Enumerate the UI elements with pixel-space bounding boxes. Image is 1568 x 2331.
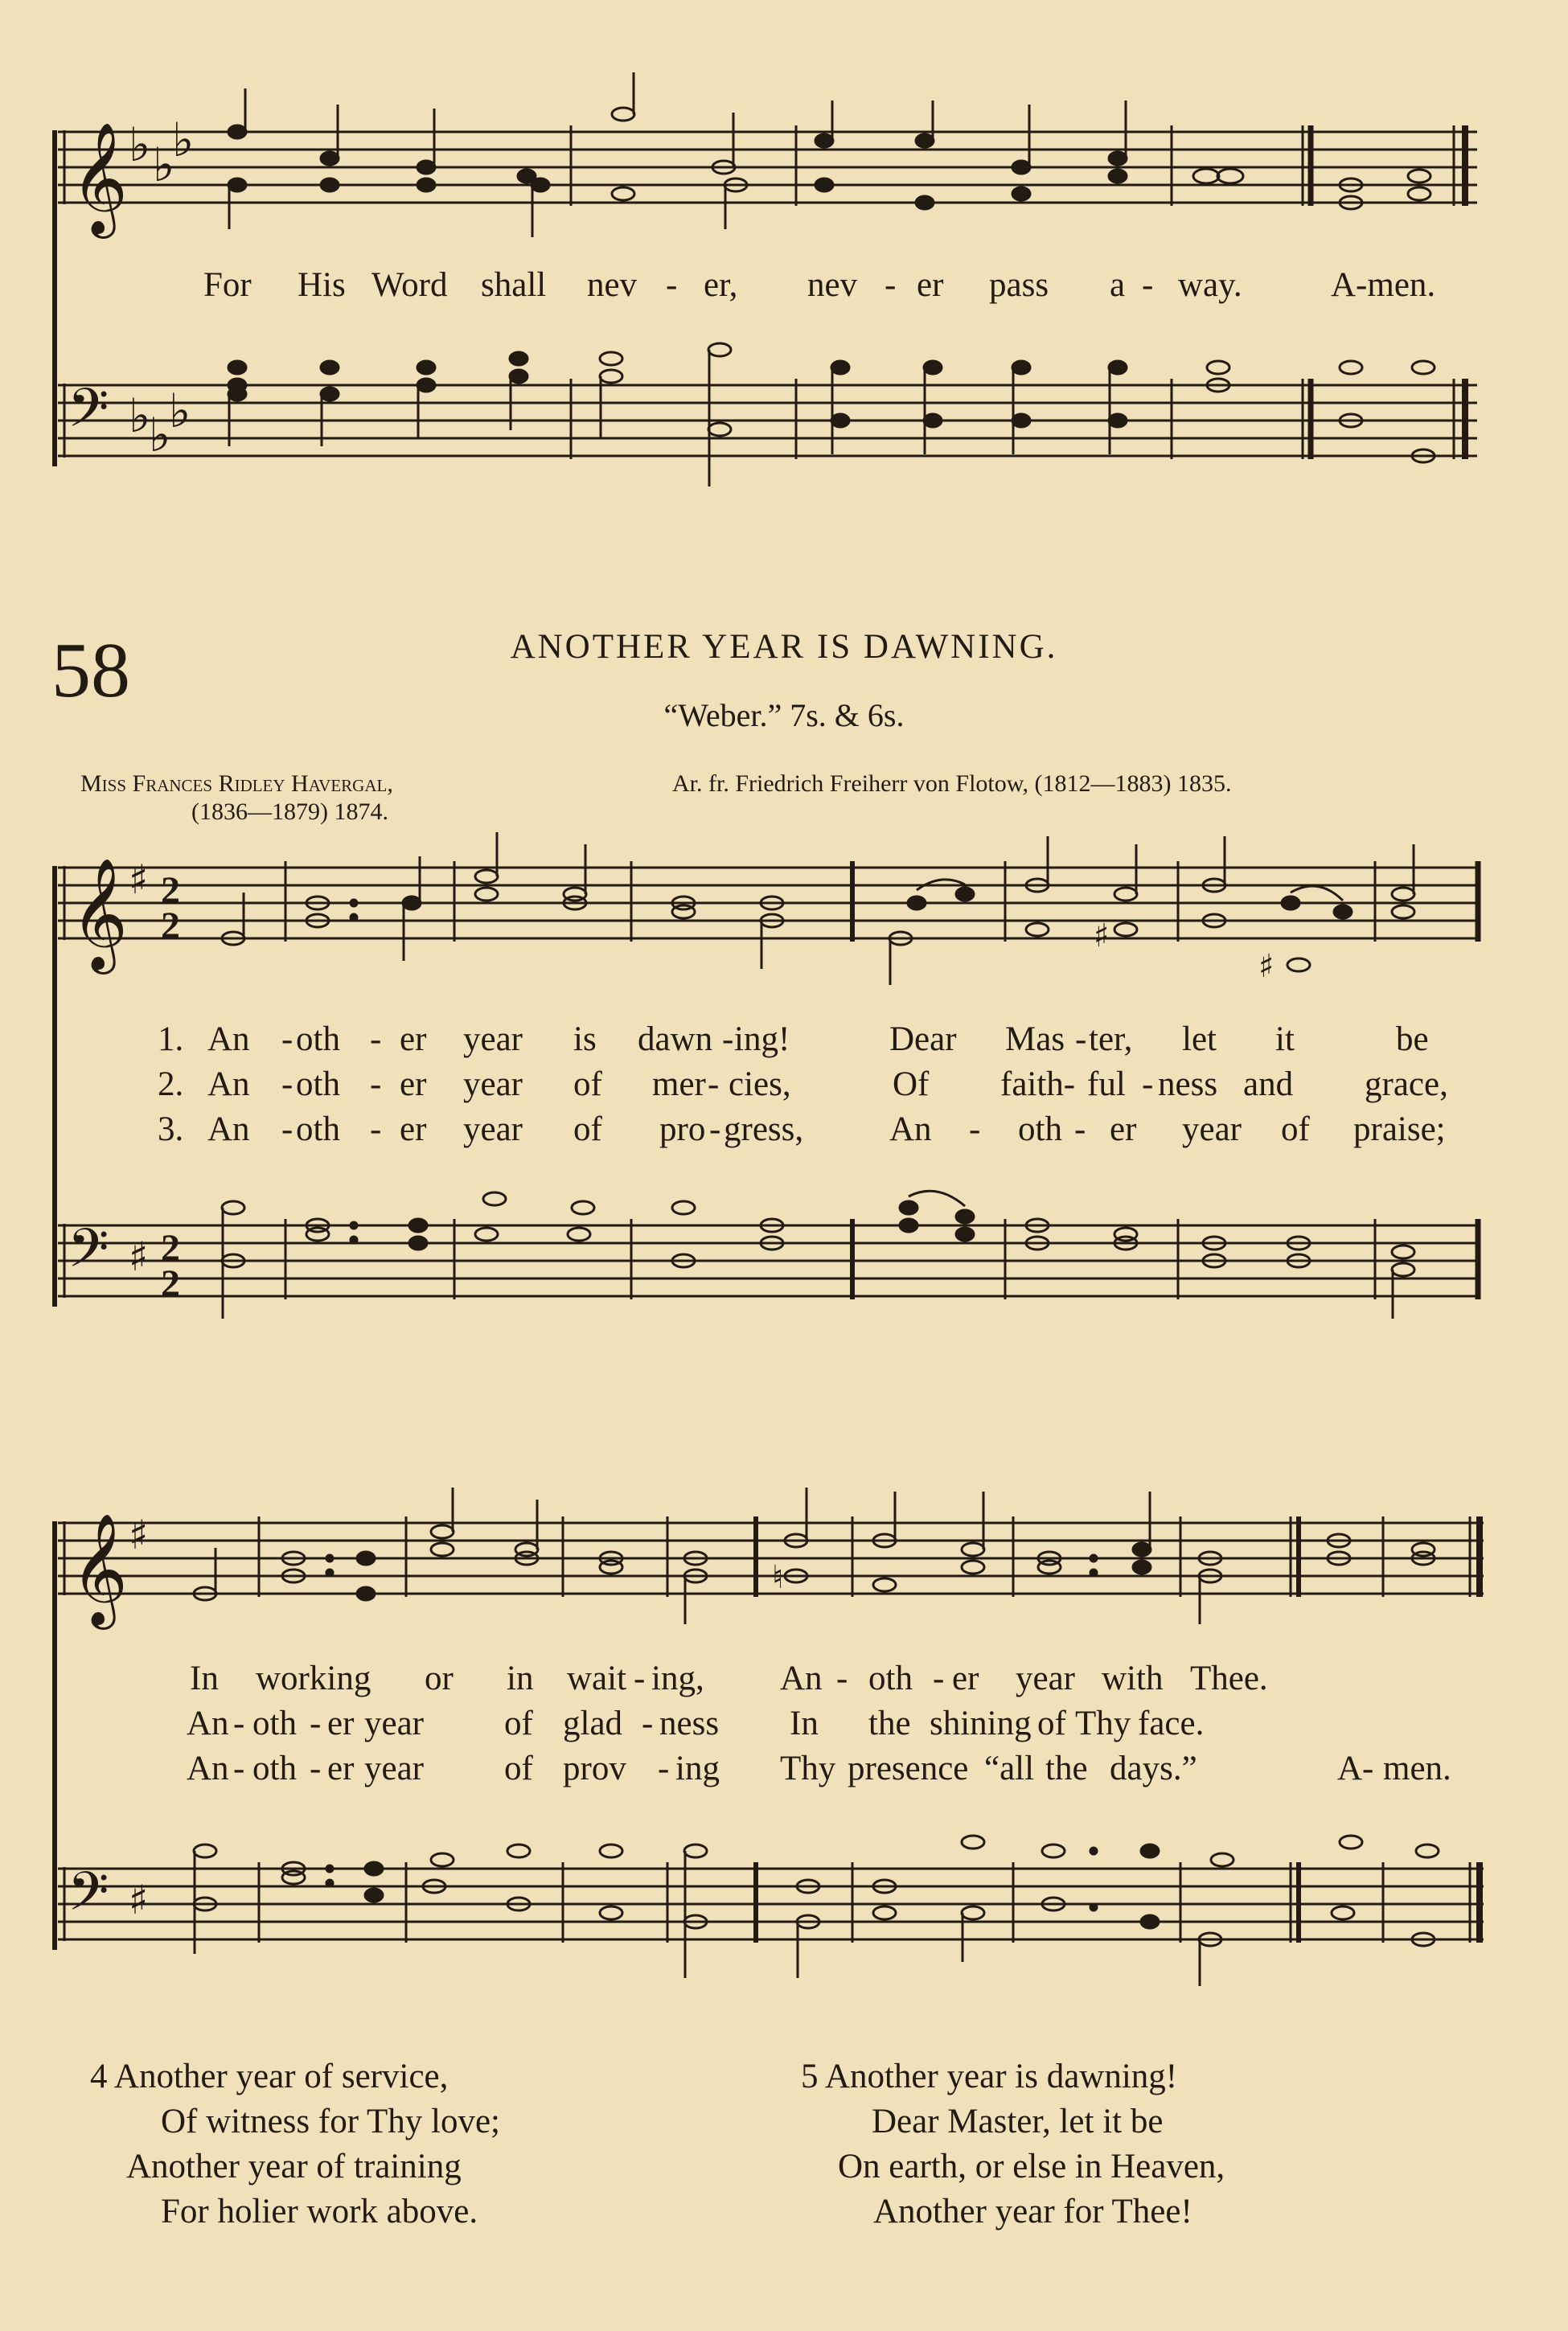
svg-text:♯: ♯: [129, 1512, 149, 1558]
lyric-syllable: -: [634, 1660, 646, 1697]
system2-verse1: [0, 1659, 1568, 1704]
composer-credit: Ar. fr. Friedrich Freiherr von Flotow, (1812—1883) 1835.: [672, 770, 1232, 797]
lyric-syllable: Thy: [780, 1750, 836, 1787]
stanza-line: Another year for Thee!: [873, 2193, 1192, 2230]
lyric-syllable: the: [1045, 1750, 1088, 1787]
lyric-syllable: a: [1110, 266, 1126, 304]
lyric-syllable: Word: [371, 266, 448, 304]
lyric-syllable: For: [203, 266, 252, 304]
system2-verse2: [0, 1704, 1568, 1749]
lyric-syllable: nev: [807, 266, 858, 304]
lyric-syllable: -: [1142, 266, 1154, 304]
svg-text:𝄢: 𝄢: [68, 1217, 109, 1292]
lyric-syllable: year: [1016, 1660, 1075, 1697]
stanza-number: 5: [801, 2058, 819, 2095]
lyric-syllable: let: [1182, 1020, 1217, 1058]
lyric-syllable: or: [425, 1660, 454, 1697]
system2-treble-staff: [0, 1512, 1568, 1648]
lyric-syllable: -: [233, 1705, 245, 1742]
lyric-syllable: An: [889, 1110, 932, 1148]
verse-number: 2.: [158, 1065, 184, 1103]
lyric-syllable: oth: [296, 1020, 340, 1058]
lyric-syllable: -: [836, 1660, 848, 1697]
lyric-syllable: oth: [252, 1705, 297, 1742]
lyric-syllable: ing: [675, 1750, 720, 1787]
hymn-title: ANOTHER YEAR IS DAWNING.: [510, 628, 1058, 666]
lyric-syllable: -: [709, 1110, 721, 1148]
lyric-syllable: oth: [296, 1065, 340, 1103]
lyric-syllable: -: [1142, 1065, 1154, 1103]
lyric-syllable: A-men.: [1331, 266, 1436, 304]
lyric-syllable: In: [790, 1705, 819, 1742]
svg-text:𝄞: 𝄞: [71, 1513, 128, 1625]
lyric-syllable: -: [969, 1110, 981, 1148]
lyric-syllable: of: [504, 1705, 533, 1742]
lyric-syllable: Thee.: [1190, 1660, 1268, 1697]
lyric-syllable: year: [463, 1065, 523, 1103]
stanza-line: Another year of training: [126, 2148, 462, 2185]
lyric-syllable: er: [400, 1020, 427, 1058]
lyric-syllable: year: [463, 1110, 523, 1148]
lyric-syllable: praise;: [1353, 1110, 1446, 1148]
lyric-syllable: year: [364, 1750, 424, 1787]
system1-verse2: [0, 1065, 1568, 1110]
system1-bass-staff: [0, 1214, 1568, 1335]
lyric-syllable: dawn: [638, 1020, 713, 1058]
lyric-syllable: face.: [1138, 1705, 1205, 1742]
hymn-number: 58: [51, 627, 130, 714]
lyric-syllable: -: [666, 266, 678, 304]
lyric-syllable: In: [190, 1660, 219, 1697]
lyric-syllable: of: [573, 1065, 602, 1103]
system2-verse3: [0, 1749, 1568, 1794]
lyric-syllable: cies,: [729, 1065, 791, 1103]
lyric-syllable: gress,: [724, 1110, 804, 1148]
stanza-line: Another year of service,: [113, 2058, 449, 2095]
lyric-syllable: oth: [1018, 1110, 1062, 1148]
lyric-syllable: shining: [930, 1705, 1032, 1742]
svg-text:𝄞: 𝄞: [71, 858, 128, 970]
time-sig-top: 2: [161, 1227, 180, 1270]
lyric-syllable: A-: [1337, 1750, 1374, 1787]
lyric-syllable: of: [1037, 1705, 1066, 1742]
lyric-syllable: and: [1243, 1065, 1294, 1103]
svg-text:♯: ♯: [129, 1877, 149, 1923]
lyric-syllable: pass: [989, 266, 1049, 304]
svg-text:♯: ♯: [1094, 917, 1110, 954]
lyric-syllable: An: [207, 1110, 250, 1148]
lyric-syllable: oth: [868, 1660, 913, 1697]
lyric-syllable: of: [1281, 1110, 1310, 1148]
lyric-syllable: -: [310, 1750, 322, 1787]
lyric-syllable: in: [507, 1660, 534, 1697]
lyric-syllable: -: [1074, 1110, 1086, 1148]
verse-number: 3.: [158, 1110, 184, 1148]
lyric-syllable: er: [400, 1065, 427, 1103]
stanza-5: [801, 2054, 1225, 2235]
system2-bass-staff: [0, 1857, 1568, 1994]
lyric-syllable: -: [1075, 1020, 1087, 1058]
lyric-syllable: An: [207, 1020, 250, 1058]
top-bass-staff: [0, 374, 1568, 495]
lyric-syllable: oth: [296, 1110, 340, 1148]
lyric-syllable: Dear: [889, 1020, 957, 1058]
lyric-syllable: er: [327, 1750, 355, 1787]
lyric-syllable: year: [364, 1705, 424, 1742]
lyric-syllable: days.”: [1110, 1750, 1197, 1787]
tune-name: “Weber.” 7s. & 6s.: [663, 697, 905, 733]
lyric-syllable: -: [933, 1660, 945, 1697]
lyric-syllable: presence: [848, 1750, 969, 1787]
verse-number: 1.: [158, 1020, 184, 1058]
stanza-line: Of witness for Thy love;: [161, 2103, 500, 2140]
lyric-syllable: nev: [587, 266, 638, 304]
stanza-number: 4: [90, 2058, 108, 2095]
lyric-syllable: Of: [893, 1065, 930, 1103]
lyric-syllable: with: [1102, 1660, 1164, 1697]
lyric-syllable: er: [952, 1660, 979, 1697]
svg-text:♭: ♭: [129, 388, 151, 443]
lyric-syllable: er: [1110, 1110, 1137, 1148]
lyric-syllable: ing,: [651, 1660, 704, 1697]
lyric-syllable: Thy: [1075, 1705, 1131, 1742]
author-dates: (1836—1879) 1874.: [191, 798, 388, 825]
lyric-syllable: er: [327, 1705, 355, 1742]
svg-text:♭: ♭: [129, 117, 151, 172]
system1-verse3: [0, 1110, 1568, 1155]
lyric-syllable: -: [642, 1705, 654, 1742]
lyric-syllable: -: [281, 1065, 293, 1103]
system1-treble-staff: [0, 856, 1568, 993]
lyric-syllable: year: [1182, 1110, 1242, 1148]
lyric-syllable: -: [885, 266, 897, 304]
lyric-syllable: of: [504, 1750, 533, 1787]
lyric-syllable: glad: [563, 1705, 623, 1742]
lyric-syllable: ter,: [1089, 1020, 1133, 1058]
lyric-syllable: shall: [481, 266, 547, 304]
svg-text:♭: ♭: [169, 384, 191, 438]
time-sig-top: 2: [161, 869, 180, 912]
lyric-syllable: An: [187, 1705, 229, 1742]
lyric-syllable: working: [256, 1660, 371, 1697]
lyric-syllable: -: [370, 1020, 382, 1058]
svg-text:♯: ♯: [129, 856, 149, 903]
lyric-syllable: His: [298, 266, 346, 304]
lyric-syllable: of: [573, 1110, 602, 1148]
lyric-syllable: -: [658, 1750, 670, 1787]
svg-text:♭: ♭: [153, 137, 175, 192]
svg-text:𝄢: 𝄢: [68, 377, 109, 452]
svg-text:♭: ♭: [172, 113, 195, 167]
author-credit: Miss Frances Ridley Havergal,: [80, 770, 393, 797]
lyric-syllable: way.: [1178, 266, 1242, 304]
lyric-syllable: ness: [1158, 1065, 1218, 1103]
lyric-syllable: the: [868, 1705, 911, 1742]
time-sig-bottom: 2: [161, 1262, 180, 1305]
top-lyric-line: [0, 265, 1568, 310]
lyric-syllable: er,: [704, 266, 738, 304]
system1-verse1: [0, 1020, 1568, 1065]
lyric-syllable: An: [187, 1750, 229, 1787]
lyric-syllable: -: [722, 1020, 734, 1058]
lyric-syllable: Mas: [1005, 1020, 1065, 1058]
lyric-syllable: wait: [567, 1660, 627, 1697]
lyric-syllable: men.: [1383, 1750, 1451, 1787]
lyric-syllable: “all: [984, 1750, 1035, 1787]
lyric-syllable: year: [463, 1020, 523, 1058]
stanza-line: For holier work above.: [161, 2193, 478, 2230]
lyric-syllable: oth: [252, 1750, 297, 1787]
lyric-syllable: ness: [659, 1705, 720, 1742]
svg-text:♯: ♯: [129, 1233, 149, 1280]
lyric-syllable: er: [400, 1110, 427, 1148]
lyric-syllable: An: [207, 1065, 250, 1103]
svg-text:𝄢: 𝄢: [68, 1861, 109, 1935]
stanza-line: Dear Master, let it be: [872, 2103, 1164, 2140]
lyric-syllable: pro: [659, 1110, 706, 1148]
lyric-syllable: ing!: [734, 1020, 790, 1058]
stanza-line: On earth, or else in Heaven,: [838, 2148, 1225, 2185]
svg-text:♯: ♯: [1258, 948, 1275, 985]
lyric-syllable: is: [573, 1020, 597, 1058]
top-treble-staff: [0, 113, 1568, 249]
lyric-syllable: grace,: [1365, 1065, 1448, 1103]
lyric-syllable: -: [370, 1065, 382, 1103]
svg-text:♭: ♭: [149, 408, 171, 462]
lyric-syllable: -: [281, 1020, 293, 1058]
stanza-line: Another year is dawning!: [824, 2058, 1178, 2095]
lyric-syllable: -: [370, 1110, 382, 1148]
svg-text:𝄞: 𝄞: [71, 122, 128, 234]
lyric-syllable: prov: [563, 1750, 626, 1787]
lyric-syllable: ful: [1087, 1065, 1126, 1103]
lyric-syllable: faith-: [1000, 1065, 1076, 1103]
time-sig-bottom: 2: [161, 905, 180, 947]
lyric-syllable: mer: [652, 1065, 706, 1103]
lyric-syllable: -: [310, 1705, 322, 1742]
lyric-syllable: -: [708, 1065, 720, 1103]
lyric-syllable: er: [917, 266, 944, 304]
svg-text:♮: ♮: [772, 1559, 784, 1596]
lyric-syllable: -: [281, 1110, 293, 1148]
lyric-syllable: An: [780, 1660, 823, 1697]
stanza-4: [90, 2054, 500, 2235]
lyric-syllable: be: [1396, 1020, 1429, 1058]
lyric-syllable: -: [233, 1750, 245, 1787]
lyric-syllable: it: [1275, 1020, 1295, 1058]
